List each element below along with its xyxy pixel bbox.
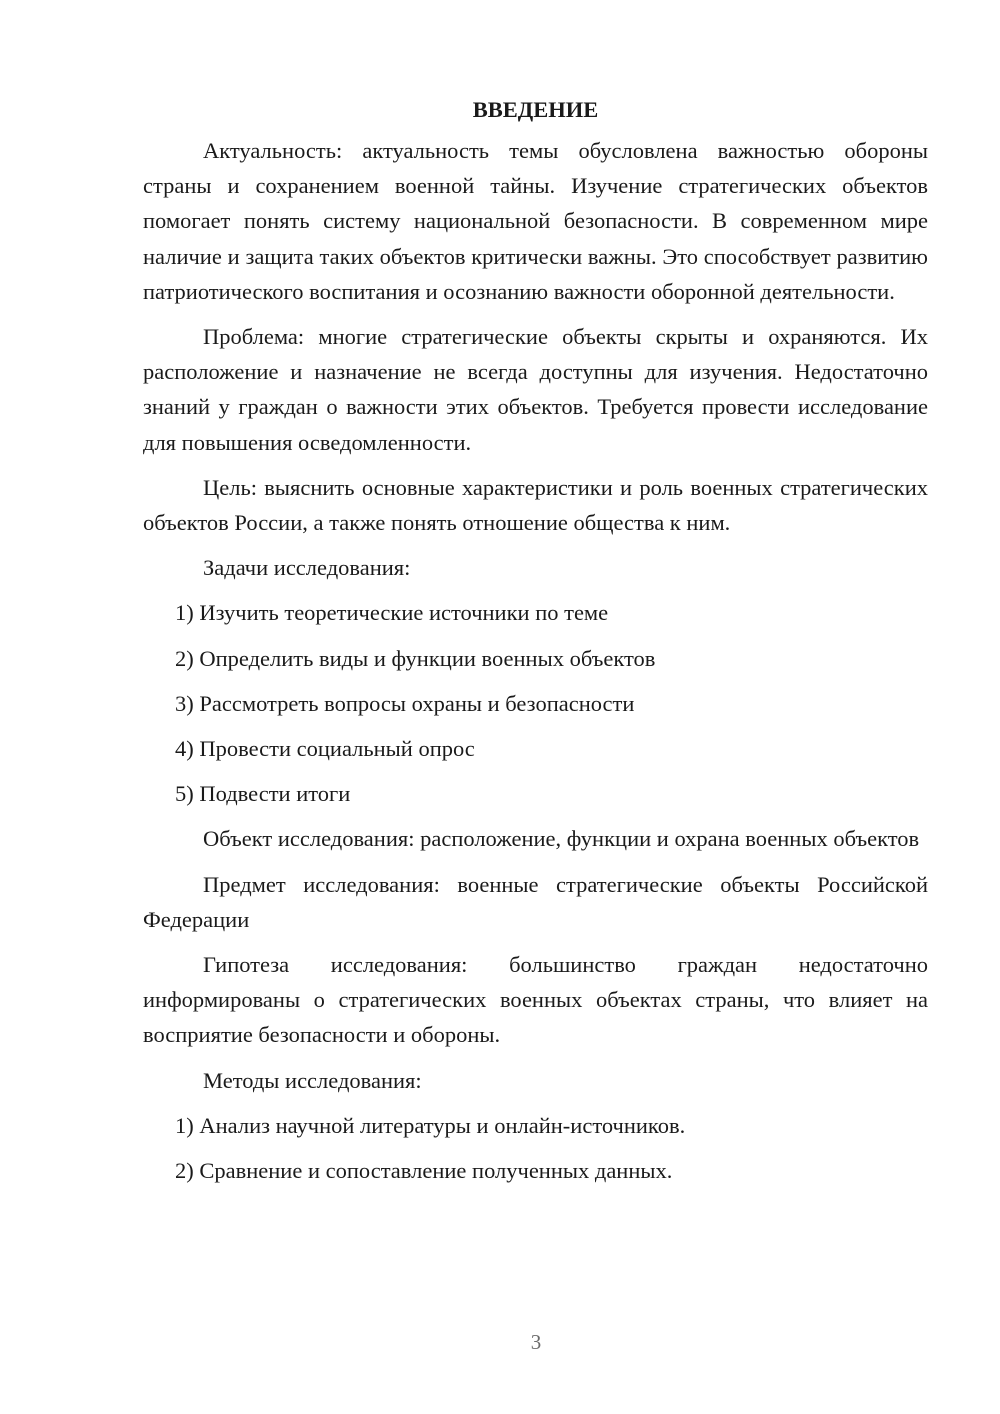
page-number: 3 <box>530 1330 542 1354</box>
hypothesis-paragraph: Гипотеза исследования: большинство граждан недостаточно информированы о стратегических военных объектах страны, что влияет на восприятие безопасности и обороны. <box>143 952 928 1048</box>
relevance-paragraph: Актуальность: актуальность темы обусловлена важностью обороны страны и сохранением военной тайны. Изучение стратегических объектов помогает понять систему национальной безопасности. В современном мире наличие и защита таких объектов критически важны. Это способствует развитию патриотического воспитания и осознанию важности оборонной деятельности. <box>143 138 928 304</box>
task-item: 5) Подвести итоги <box>175 781 351 807</box>
method-item: 1) Анализ научной литературы и онлайн-источников. <box>175 1112 686 1138</box>
object-paragraph: Объект исследования: расположение, функции и охрана военных объектов <box>203 826 920 852</box>
section-title: ВВЕДЕНИЕ <box>472 97 599 122</box>
goal-paragraph: Цель: выяснить основные характеристики и роль военных стратегических объектов России, а также понять отношение общества к ним. <box>143 474 928 536</box>
problem-paragraph: Проблема: многие стратегические объекты скрыты и охраняются. Их расположение и назначение не всегда доступны для изучения. Недостаточно знаний у граждан о важности этих объектов. Требуется провести исследование для повышения осведомленности. <box>143 324 928 455</box>
task-item: 2) Определить виды и функции военных объектов <box>175 645 656 671</box>
method-item: 2) Сравнение и сопоставление полученных данных. <box>175 1158 673 1184</box>
subject-paragraph: Предмет исследования: военные стратегические объекты Российской Федерации <box>143 871 928 932</box>
tasks-heading: Задачи исследования: <box>203 555 411 581</box>
methods-heading: Методы исследования: <box>203 1067 422 1093</box>
task-item: 3) Рассмотреть вопросы охраны и безопасности <box>175 690 635 716</box>
document-page <box>143 92 928 1198</box>
task-item: 4) Провести социальный опрос <box>175 736 475 762</box>
task-item: 1) Изучить теоретические источники по теме <box>175 600 609 626</box>
